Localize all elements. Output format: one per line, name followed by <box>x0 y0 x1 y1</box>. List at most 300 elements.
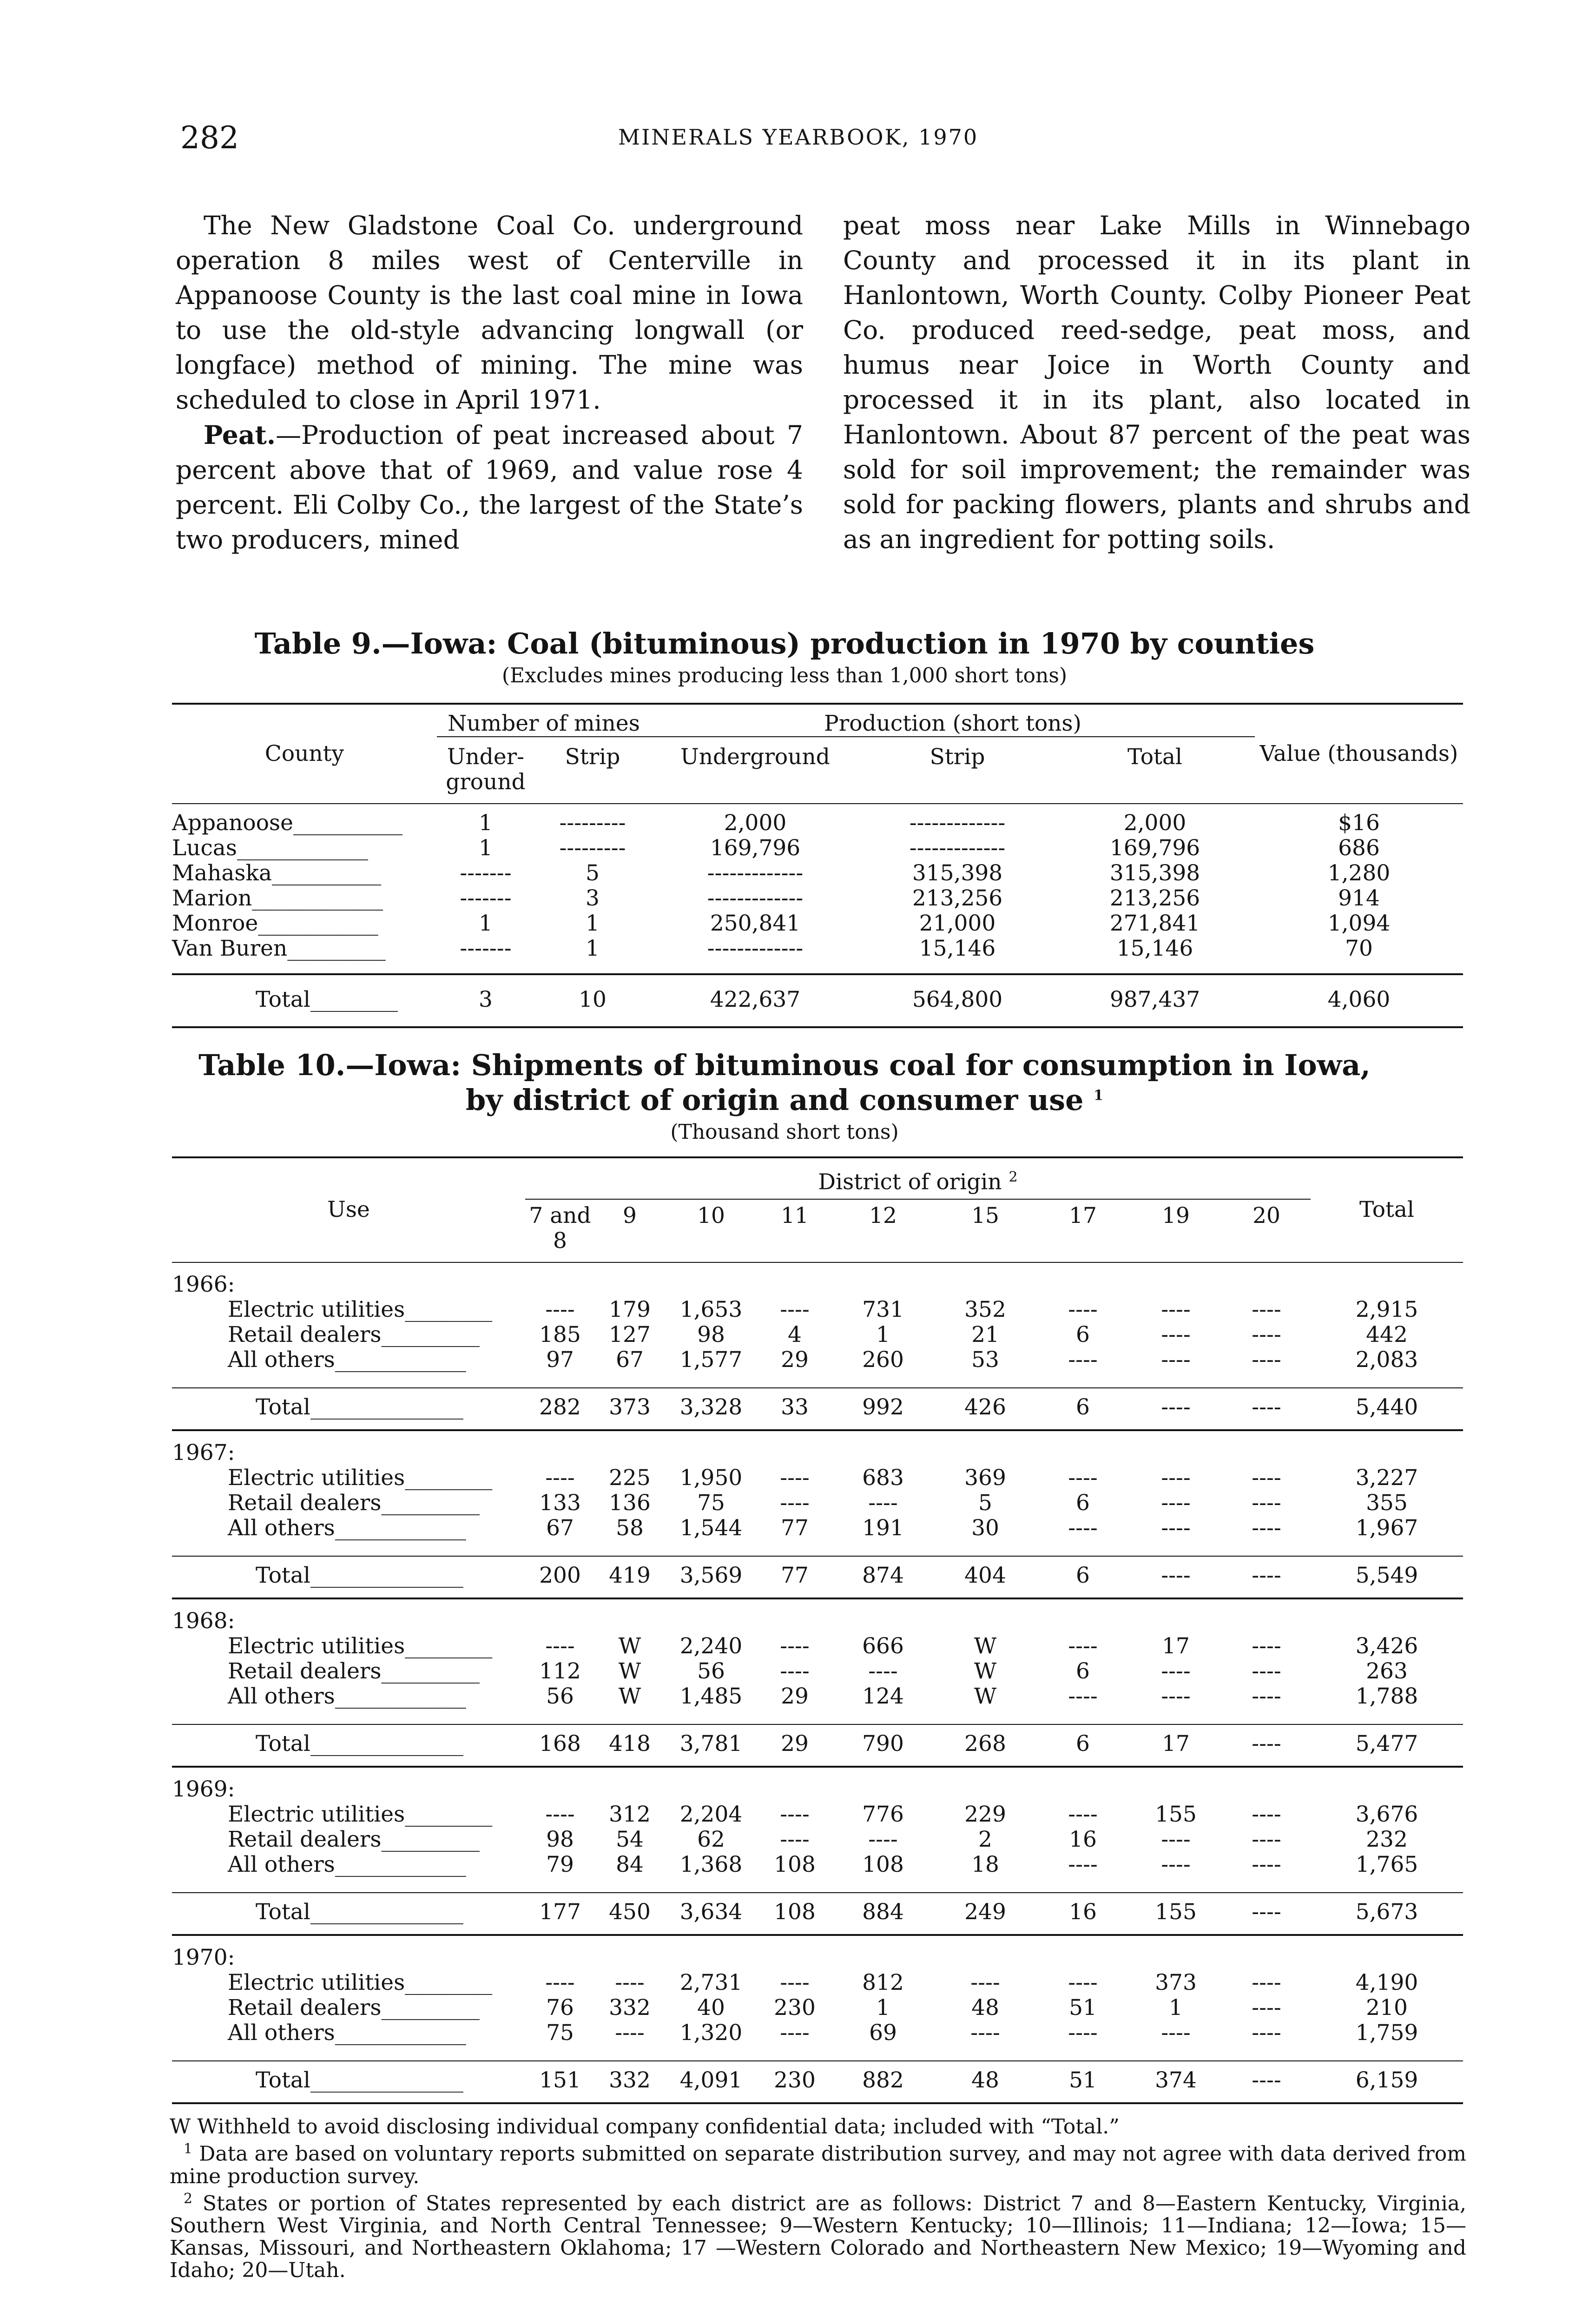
data-cell: 54 <box>616 1826 644 1852</box>
data-cell: ---- <box>1252 1658 1281 1684</box>
t9-county-text: Mahaska <box>172 860 272 886</box>
use-label <box>172 1970 525 1995</box>
table10-title-line2 <box>0 1083 1569 1117</box>
data-row <box>172 1516 1463 1556</box>
data-cell: 6 <box>1076 1658 1090 1684</box>
data-row <box>172 1995 1463 2020</box>
total-row <box>172 1556 1463 1598</box>
data-cell: 2,083 <box>1355 1347 1418 1373</box>
dot-leader: ________ <box>405 1969 493 1995</box>
data-cell: ---- <box>1252 1347 1281 1373</box>
t9-row <box>172 804 1463 836</box>
use-label <box>172 1347 525 1388</box>
data-cell: 2,204 <box>679 1801 743 1827</box>
table9-title: Table 9.—Iowa: Coal (bituminous) production in 1970 by counties <box>254 627 1315 660</box>
data-row <box>172 1852 1463 1893</box>
table10-title-footnote: 1 <box>1094 1087 1103 1104</box>
data-cell: 6 <box>1076 1490 1090 1516</box>
t9-cell: ------- <box>460 936 512 961</box>
use-label-text: All others <box>228 1851 335 1877</box>
t9-header-strip-mines: Strip <box>565 744 620 770</box>
data-cell: 29 <box>781 1347 809 1373</box>
data-cell: 40 <box>697 1994 725 2020</box>
t9-cell: 315,398 <box>1109 860 1200 886</box>
total-cell: 77 <box>781 1562 809 1588</box>
total-cell: 17 <box>1162 1730 1190 1756</box>
data-cell: 6 <box>1076 1321 1090 1347</box>
t9-row <box>172 861 1463 886</box>
data-cell: 210 <box>1366 1994 1408 2020</box>
data-cell: ---- <box>545 1633 575 1659</box>
t9-cell: 271,841 <box>1109 911 1200 936</box>
data-cell: ---- <box>868 1490 898 1516</box>
data-cell: 229 <box>964 1801 1006 1827</box>
t9-total-cell: 422,637 <box>710 987 801 1012</box>
data-cell: ---- <box>1068 1683 1098 1709</box>
footnote-1-text: Data are based on voluntary reports submitted on separate distribution survey, and may not agree with data derived from mine production survey. <box>170 2142 1466 2188</box>
t9-header-strip: Strip <box>930 744 985 770</box>
total-cell: 16 <box>1069 1899 1097 1925</box>
t9-cell: --------- <box>559 835 626 861</box>
footnote-1 <box>170 2138 1466 2188</box>
total-cell: 419 <box>609 1562 651 1588</box>
data-cell: ---- <box>780 2020 810 2046</box>
data-cell: ---- <box>780 1801 810 1827</box>
table10 <box>172 1156 1463 2104</box>
district-header: 15 <box>971 1202 999 1228</box>
t9-cell: 686 <box>1338 835 1380 861</box>
district-header: 10 <box>697 1202 725 1228</box>
data-cell: ---- <box>1161 1515 1191 1541</box>
data-cell: 776 <box>862 1801 904 1827</box>
footnotes <box>170 2116 1466 2282</box>
data-cell: 1,320 <box>679 2020 743 2046</box>
table9 <box>172 703 1463 1028</box>
use-label-text: Retail dealers <box>228 1994 382 2020</box>
data-cell: ---- <box>1068 1347 1098 1373</box>
data-cell: ---- <box>1068 1296 1098 1322</box>
use-label <box>172 1852 525 1893</box>
table9-subtitle: (Excludes mines producing less than 1,000 short tons) <box>501 664 1068 687</box>
total-cell: 249 <box>964 1899 1006 1925</box>
t10-header-district-of-origin <box>525 1157 1311 1199</box>
total-cell: 3,569 <box>679 1562 743 1588</box>
t9-cell: 1 <box>479 810 493 836</box>
t9-cell: 1,280 <box>1327 860 1391 886</box>
data-cell: ---- <box>1161 1826 1191 1852</box>
total-row <box>172 1893 1463 1935</box>
dot-leader: ________ <box>310 987 398 1012</box>
dot-leader: ______________ <box>310 1730 463 1756</box>
footnote-2-text: States or portion of States represented by each district are as follows: District 7 and 8—Eastern Kentucky, Virginia, Southern West Virginia, and North Central Tennessee; 9—Western Kentucky; 10—Illinois; 11—Indiana; 12—Iowa; 15—Kansas, Missouri, and Northeastern Oklahoma; 17 —Western Colorado and Northeastern New Mexico; 19—Wyoming and Idaho; 20—Utah. <box>170 2192 1466 2283</box>
total-cell: 6 <box>1076 1730 1090 1756</box>
data-cell: ---- <box>970 2020 1000 2046</box>
t9-county-text: Van Buren <box>172 936 288 961</box>
total-cell: 426 <box>964 1394 1006 1420</box>
data-cell: ---- <box>780 1826 810 1852</box>
data-cell: ---- <box>1068 1969 1098 1995</box>
data-cell: 56 <box>697 1658 725 1684</box>
data-cell: ---- <box>780 1658 810 1684</box>
t9-cell: --------- <box>559 810 626 836</box>
table10-title-line2-text: by district of origin and consumer use <box>466 1083 1084 1117</box>
data-cell: ---- <box>1252 1683 1281 1709</box>
data-cell: 232 <box>1366 1826 1408 1852</box>
t9-cell: 15,146 <box>1116 936 1193 961</box>
data-cell: ---- <box>1252 1490 1281 1516</box>
t9-cell: 21,000 <box>919 911 996 936</box>
total-cell: 108 <box>774 1899 816 1925</box>
data-cell: W <box>618 1658 641 1684</box>
data-cell: ---- <box>545 1465 575 1491</box>
data-cell: ---- <box>1252 1296 1281 1322</box>
paragraph-peat-continued: peat moss near Lake Mills in Winnebago County and processed it in its plant in Hanlontown, Worth County. Colby Pioneer Peat Co. produced reed-sedge, peat moss, and humus near Joice in Worth County and processed it in its plant, also located in Hanlontown. About 87 percent of the peat was sold for soil improvement; the remainder was sold for packing flowers, plants and shrubs and as an ingredient for potting soils. <box>843 211 1470 554</box>
total-cell: 874 <box>862 1562 904 1588</box>
data-cell: 155 <box>1155 1801 1197 1827</box>
data-cell: 3,426 <box>1355 1633 1418 1659</box>
total-cell: 418 <box>609 1730 651 1756</box>
data-cell: 1,967 <box>1355 1515 1418 1541</box>
data-cell: ---- <box>1068 1851 1098 1877</box>
data-row <box>172 1491 1463 1516</box>
t10-header-use: Use <box>327 1197 370 1223</box>
data-row <box>172 1297 1463 1322</box>
t9-cell: ------------- <box>707 936 804 961</box>
t9-row <box>172 936 1463 974</box>
t9-cell: 15,146 <box>919 936 996 961</box>
data-cell: 21 <box>971 1321 999 1347</box>
data-row <box>172 1970 1463 1995</box>
district-header: 9 <box>623 1202 637 1228</box>
total-label-text: Total <box>256 1730 310 1756</box>
t9-cell: 70 <box>1345 936 1373 961</box>
data-cell: ---- <box>1161 1851 1191 1877</box>
dot-leader: _________ <box>381 1321 480 1347</box>
dot-leader: __________ <box>272 860 382 886</box>
district-header: 19 <box>1162 1202 1190 1228</box>
t9-total-label <box>172 974 437 1027</box>
data-cell: 230 <box>774 1994 816 2020</box>
use-label <box>172 2020 525 2061</box>
year-label: 1968: <box>172 1608 235 1634</box>
footnote-withheld: W Withheld to avoid disclosing individual company confidential data; included with “Total.” <box>170 2115 1120 2139</box>
t9-cell: 1 <box>586 911 600 936</box>
data-cell: 108 <box>862 1851 904 1877</box>
dot-leader: ________ <box>405 1633 493 1659</box>
t9-cell: ------- <box>460 885 512 911</box>
total-cell: 6,159 <box>1355 2067 1418 2093</box>
data-row <box>172 1347 1463 1388</box>
footnote-2 <box>170 2188 1466 2282</box>
use-label-text: All others <box>228 1347 335 1373</box>
year-row <box>172 1767 1463 1802</box>
data-cell: ---- <box>1068 1801 1098 1827</box>
t9-cell: 169,796 <box>1109 835 1200 861</box>
data-cell: 76 <box>546 1994 574 2020</box>
data-cell: 69 <box>869 2020 897 2046</box>
total-cell: 3,634 <box>679 1899 743 1925</box>
data-cell: 185 <box>539 1321 581 1347</box>
dot-leader: ____________ <box>335 1347 466 1373</box>
t9-cell: 213,256 <box>912 885 1003 911</box>
right-column <box>843 208 1470 557</box>
paragraph-coal-mine: The New Gladstone Coal Co. underground operation 8 miles west of Centerville in Appanoose County is the last coal mine in Iowa to use the old-style advancing longwall (or longface) method of mining. The mine was scheduled to close in April 1971. <box>176 211 803 415</box>
data-cell: 260 <box>862 1347 904 1373</box>
table10-title-line1: Table 10.—Iowa: Shipments of bituminous coal for consumption in Iowa, <box>198 1048 1371 1082</box>
data-cell: ---- <box>868 1826 898 1852</box>
t9-cell: $16 <box>1338 810 1380 836</box>
t9-cell: ------------- <box>909 835 1006 861</box>
paragraph-peat <box>176 417 803 557</box>
data-cell: ---- <box>780 1465 810 1491</box>
data-cell: 1 <box>876 1321 890 1347</box>
data-cell: ---- <box>615 2020 645 2046</box>
data-cell: ---- <box>1161 1658 1191 1684</box>
data-cell: ---- <box>780 1633 810 1659</box>
peat-text: —Production of peat increased about 7 percent above that of 1969, and value rose 4 percent. Eli Colby Co., the largest of the State’s two producers, mined <box>176 420 803 555</box>
use-label-text: Electric utilities <box>228 1465 405 1491</box>
t9-header-county: County <box>264 741 344 766</box>
t9-row <box>172 911 1463 936</box>
data-cell: 58 <box>616 1515 644 1541</box>
total-cell: 992 <box>862 1394 904 1420</box>
total-cell: ---- <box>1252 1899 1281 1925</box>
use-label <box>172 1659 525 1684</box>
table10-subtitle: (Thousand short tons) <box>670 1120 899 1144</box>
t9-cell: 2,000 <box>1123 810 1187 836</box>
total-cell: 3,781 <box>679 1730 743 1756</box>
dot-leader: ________ <box>405 1296 493 1322</box>
data-cell: ---- <box>1252 1465 1281 1491</box>
data-cell: 731 <box>862 1296 904 1322</box>
t9-cell: 3 <box>586 885 600 911</box>
total-cell: 404 <box>964 1562 1006 1588</box>
t10-header-district-text: District of origin <box>818 1169 1002 1195</box>
data-cell: 373 <box>1155 1969 1197 1995</box>
data-cell: ---- <box>1068 2020 1098 2046</box>
dot-leader: _________ <box>287 936 386 961</box>
data-cell: 683 <box>862 1465 904 1491</box>
footnote-2-mark: 2 <box>184 2190 193 2207</box>
total-cell: ---- <box>1252 2067 1281 2093</box>
total-label <box>172 1556 525 1598</box>
data-cell: 2 <box>978 1826 992 1852</box>
year-label: 1966: <box>172 1271 235 1297</box>
total-label-text: Total <box>256 1394 310 1420</box>
data-cell: ---- <box>615 1969 645 1995</box>
use-label <box>172 1466 525 1491</box>
total-cell: 48 <box>971 2067 999 2093</box>
data-cell: ---- <box>1161 1347 1191 1373</box>
t9-total-cell: 4,060 <box>1327 987 1391 1012</box>
t9-total-cell: 564,800 <box>912 987 1003 1012</box>
data-cell: 352 <box>964 1296 1006 1322</box>
t9-total-cell: 3 <box>479 987 493 1012</box>
use-label-text: Electric utilities <box>228 1801 405 1827</box>
t9-county-text: Monroe <box>172 911 258 936</box>
use-label <box>172 1322 525 1347</box>
t9-county <box>172 886 437 911</box>
data-cell: 1,368 <box>679 1851 743 1877</box>
t9-header-underground-mines: Under- ground <box>446 744 526 795</box>
data-cell: 75 <box>697 1490 725 1516</box>
t9-cell: 250,841 <box>710 911 801 936</box>
total-cell: 51 <box>1069 2067 1097 2093</box>
use-label-text: Electric utilities <box>228 1969 405 1995</box>
data-cell: 2,731 <box>679 1969 743 1995</box>
data-cell: ---- <box>970 1969 1000 1995</box>
use-label <box>172 1827 525 1852</box>
district-header: 20 <box>1253 1202 1280 1228</box>
total-cell: 450 <box>609 1899 651 1925</box>
t10-header-district-footnote: 2 <box>1009 1169 1018 1185</box>
total-cell: 373 <box>609 1394 651 1420</box>
data-cell: 53 <box>971 1347 999 1373</box>
use-label <box>172 1684 525 1724</box>
data-cell: ---- <box>1252 2020 1281 2046</box>
t9-cell: 315,398 <box>912 860 1003 886</box>
data-cell: 355 <box>1366 1490 1408 1516</box>
total-cell: 151 <box>539 2067 581 2093</box>
data-cell: 4,190 <box>1355 1969 1418 1995</box>
data-cell: ---- <box>545 1969 575 1995</box>
total-cell: ---- <box>1252 1562 1281 1588</box>
data-cell: 127 <box>609 1321 651 1347</box>
dot-leader: ____________ <box>335 2020 466 2046</box>
total-cell: 5,440 <box>1355 1394 1418 1420</box>
t9-cell: ------------- <box>909 810 1006 836</box>
total-label <box>172 1893 525 1935</box>
total-cell: 882 <box>862 2067 904 2093</box>
data-cell: 18 <box>971 1851 999 1877</box>
total-label-text: Total <box>256 1899 310 1925</box>
data-cell: 1,788 <box>1355 1683 1418 1709</box>
dot-leader: ____________ <box>335 1851 466 1877</box>
data-cell: 812 <box>862 1969 904 1995</box>
t9-header-production: Production (short tons) <box>651 704 1255 737</box>
data-cell: W <box>974 1683 997 1709</box>
t9-county-text: Appanoose <box>172 810 293 836</box>
t9-header-total: Total <box>1127 744 1182 770</box>
total-cell: ---- <box>1252 1394 1281 1420</box>
total-cell: 230 <box>774 2067 816 2093</box>
t9-header-value: Value (thousands) <box>1259 741 1458 766</box>
data-cell: 1,544 <box>679 1515 743 1541</box>
data-cell: ---- <box>1252 1994 1281 2020</box>
data-cell: 225 <box>609 1465 651 1491</box>
data-row <box>172 1684 1463 1724</box>
data-cell: ---- <box>1161 1490 1191 1516</box>
data-cell: 4 <box>788 1321 802 1347</box>
t9-county <box>172 861 437 886</box>
use-label <box>172 1491 525 1516</box>
year-label: 1970: <box>172 1944 235 1970</box>
data-cell: 1,765 <box>1355 1851 1418 1877</box>
district-header: 11 <box>781 1202 809 1228</box>
data-cell: 3,227 <box>1355 1465 1418 1491</box>
data-cell: 312 <box>609 1801 651 1827</box>
total-row <box>172 1724 1463 1767</box>
data-cell: 17 <box>1162 1633 1190 1659</box>
data-cell: 77 <box>781 1515 809 1541</box>
dot-leader: ________ <box>405 1465 493 1491</box>
use-label <box>172 1516 525 1556</box>
data-cell: ---- <box>1161 1465 1191 1491</box>
running-title: MINERALS YEARBOOK, 1970 <box>618 125 979 150</box>
dot-leader: __________ <box>293 810 402 836</box>
total-cell: 5,549 <box>1355 1562 1418 1588</box>
t9-cell: 1 <box>479 835 493 861</box>
t9-cell: ------------- <box>707 860 804 886</box>
data-cell: 75 <box>546 2020 574 2046</box>
data-row <box>172 1802 1463 1827</box>
district-header: 17 <box>1069 1202 1097 1228</box>
data-cell: 442 <box>1366 1321 1408 1347</box>
data-cell: 1,950 <box>679 1465 743 1491</box>
data-cell: 84 <box>616 1851 644 1877</box>
data-cell: ---- <box>1161 1683 1191 1709</box>
total-cell: 6 <box>1076 1394 1090 1420</box>
use-label-text: Retail dealers <box>228 1490 382 1516</box>
total-cell: 3,328 <box>679 1394 743 1420</box>
year-row <box>172 1262 1463 1297</box>
data-cell: 136 <box>609 1490 651 1516</box>
use-label-text: All others <box>228 2020 335 2046</box>
data-cell: 97 <box>546 1347 574 1373</box>
data-cell: W <box>974 1633 997 1659</box>
t9-county <box>172 836 437 861</box>
use-label <box>172 1802 525 1827</box>
data-row <box>172 1634 1463 1659</box>
t9-county-text: Lucas <box>172 835 237 861</box>
district-header: 12 <box>869 1202 897 1228</box>
data-cell: 108 <box>774 1851 816 1877</box>
t9-cell: 1,094 <box>1327 911 1391 936</box>
total-cell: 5,673 <box>1355 1899 1418 1925</box>
total-row <box>172 1388 1463 1430</box>
data-cell: 62 <box>697 1826 725 1852</box>
data-cell: ---- <box>1252 1801 1281 1827</box>
data-row <box>172 1827 1463 1852</box>
use-label-text: Retail dealers <box>228 1658 382 1684</box>
data-cell: ---- <box>1252 1633 1281 1659</box>
total-cell: 790 <box>862 1730 904 1756</box>
total-label-text: Total <box>256 1562 310 1588</box>
total-cell: 884 <box>862 1899 904 1925</box>
year-row <box>172 1598 1463 1634</box>
data-cell: 51 <box>1069 1994 1097 2020</box>
total-cell: 177 <box>539 1899 581 1925</box>
t9-county <box>172 804 437 836</box>
data-cell: 332 <box>609 1994 651 2020</box>
t10-header-total: Total <box>1359 1197 1414 1223</box>
data-cell: ---- <box>1252 1321 1281 1347</box>
t9-cell: 1 <box>479 911 493 936</box>
data-cell: 2,240 <box>679 1633 743 1659</box>
data-row <box>172 1322 1463 1347</box>
total-cell: ---- <box>1252 1730 1281 1756</box>
data-cell: 1,485 <box>679 1683 743 1709</box>
peat-heading: Peat. <box>204 420 276 450</box>
total-cell: 29 <box>781 1730 809 1756</box>
year-label: 1969: <box>172 1776 235 1802</box>
t9-cell: 213,256 <box>1109 885 1200 911</box>
t9-header-number-of-mines: Number of mines <box>437 704 651 737</box>
data-cell: 191 <box>862 1515 904 1541</box>
use-label <box>172 1995 525 2020</box>
data-cell: W <box>618 1633 641 1659</box>
use-label <box>172 1634 525 1659</box>
